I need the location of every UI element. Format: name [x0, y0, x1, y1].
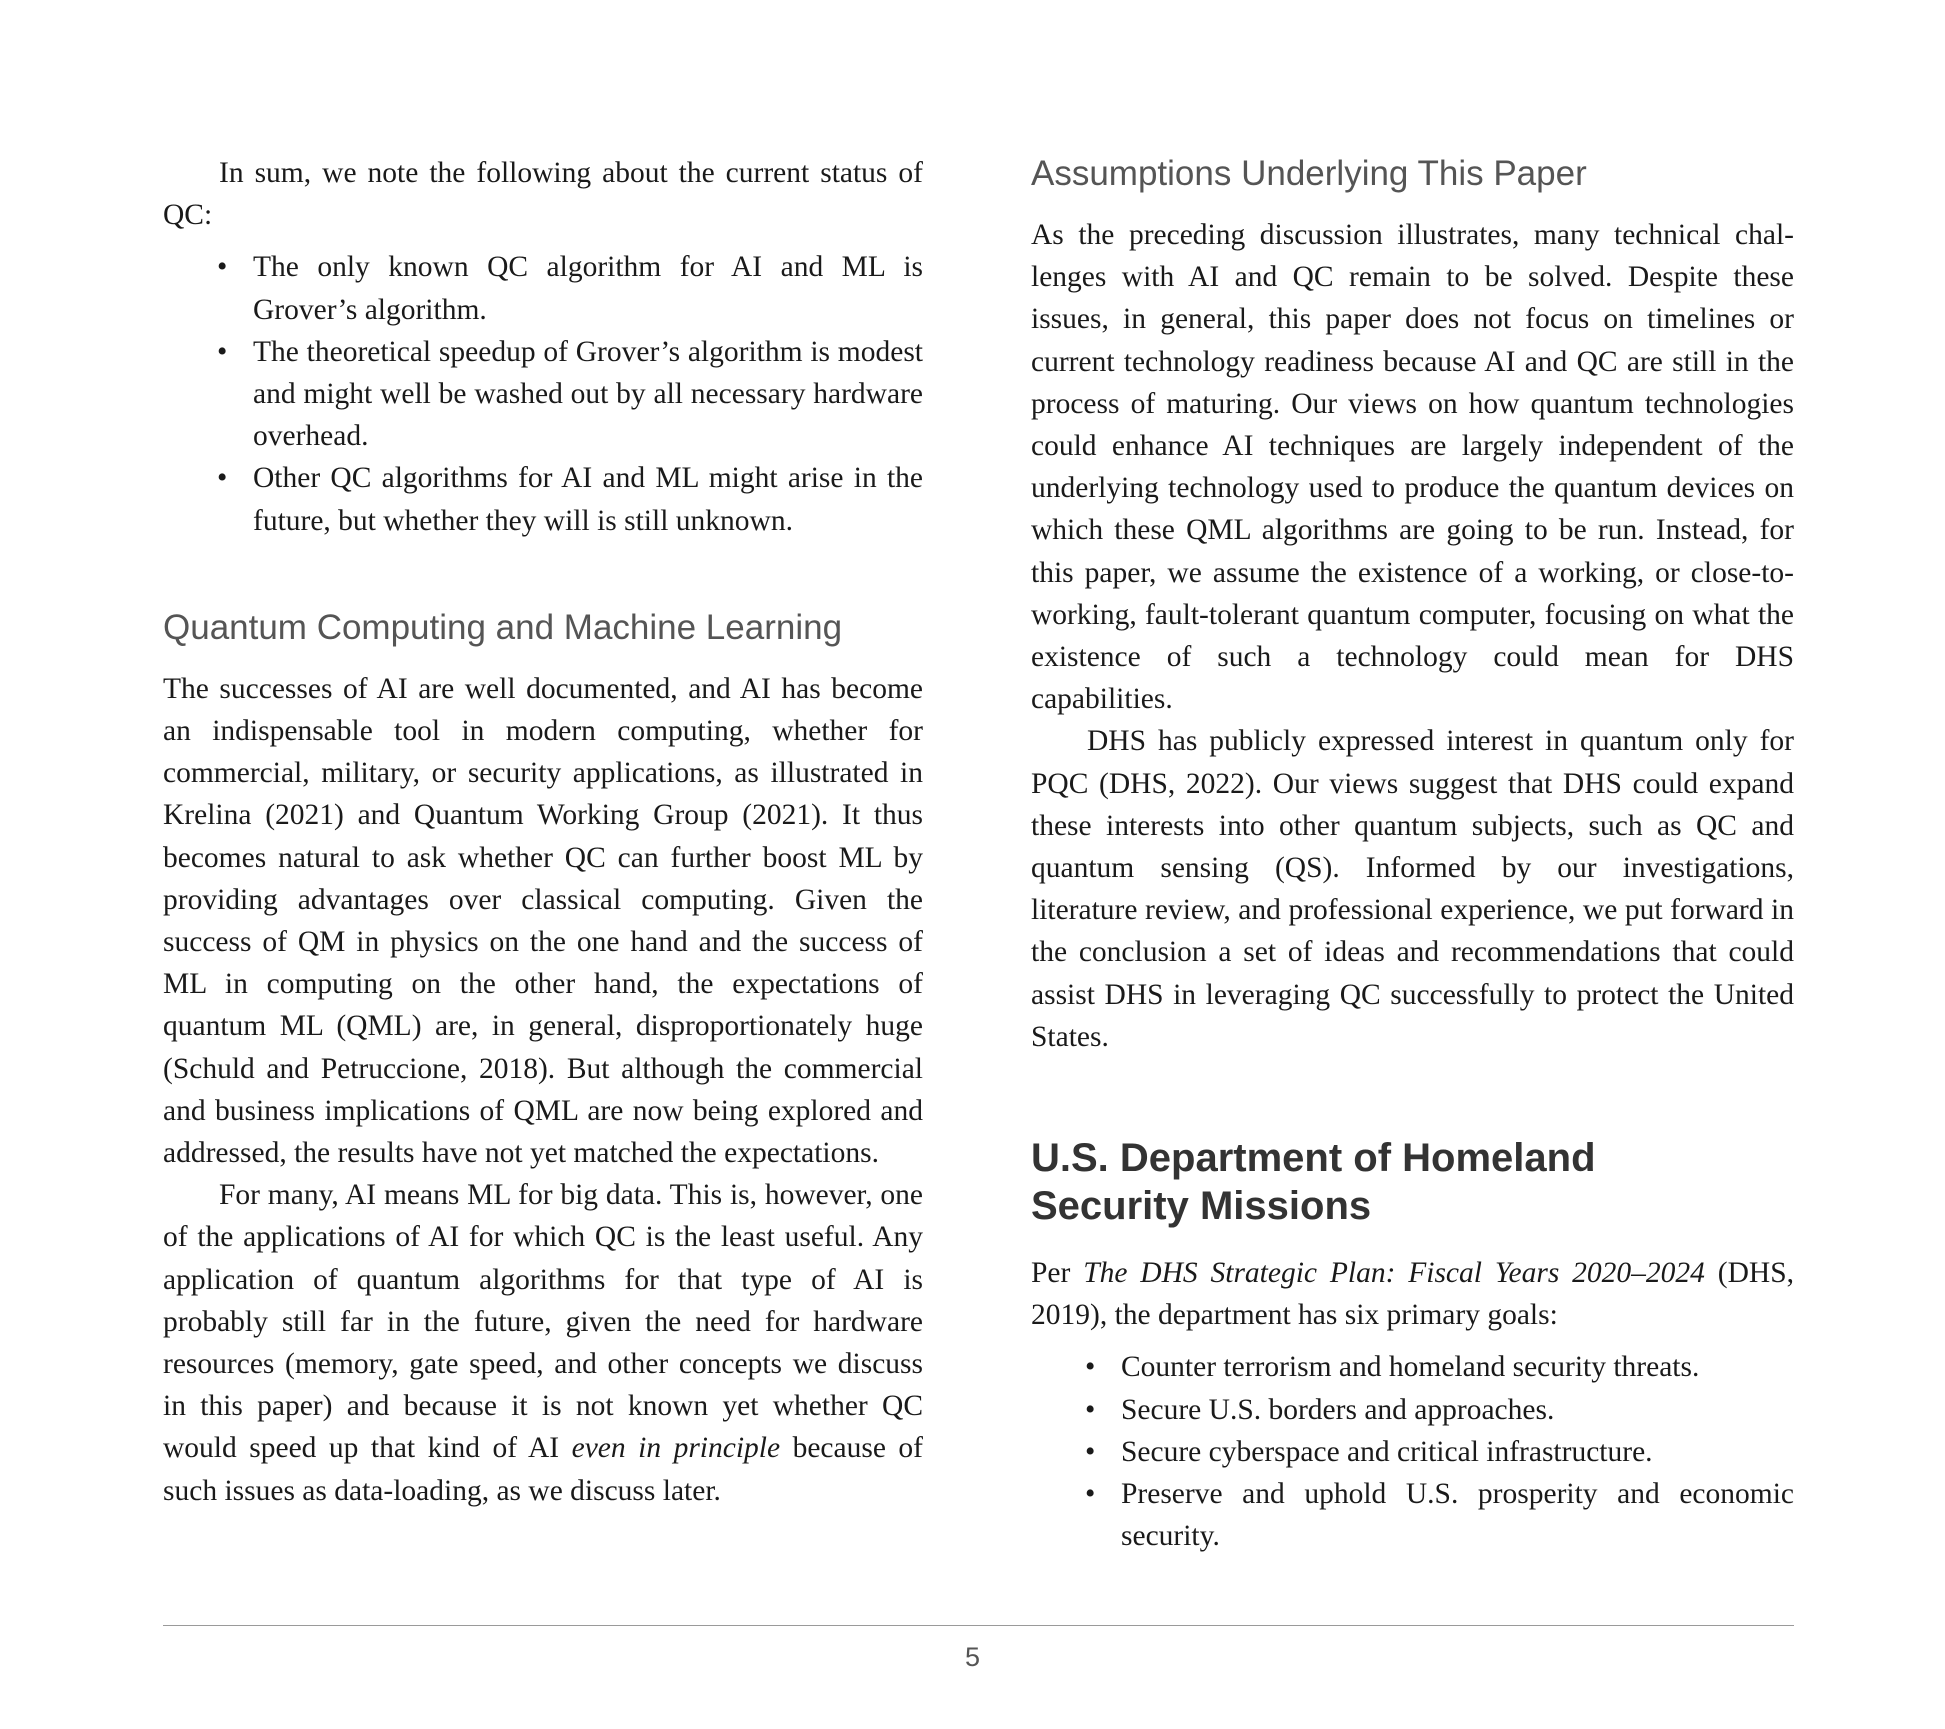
left-column — [163, 152, 923, 1512]
list-item: • Counter terrorism and homeland security threats. — [1031, 1346, 1794, 1388]
heading-line: U.S. Department of Homeland — [1031, 1136, 1596, 1181]
footer-divider — [163, 1625, 1794, 1626]
qc-status-bullet-list — [163, 246, 923, 541]
section-heading-qc-ml: Quantum Computing and Machine Learning — [163, 607, 843, 647]
text-run: (DHS, 2019), the department has six primary goals: — [1031, 1257, 1795, 1332]
list-item: • The theoretical speedup of Grover’s algorithm is modest and might well be washed out by all necessary hardware overhead. — [163, 331, 923, 458]
text-run: Per — [1031, 1257, 1084, 1290]
text-run: For many, AI means ML for big data. This is, however, one of the applications of AI for which QC is the least useful. Any application of quantum algorithms for that type of AI is probably still far in the future, given the need for hardware resources (memory, gate speed, and other concepts we discuss in this paper) and because it is not known yet whether QC would speed up that kind of AI — [163, 1179, 923, 1465]
heading-line: Security Missions — [1031, 1184, 1372, 1229]
dhs-goals-bullet-list — [1031, 1346, 1794, 1557]
body-paragraph: The successes of AI are well documented, and AI has become an indispensable tool in modern computing, whether for commercial, military, or security applications, as illustrated in Krelina (2021) and Quantum Working Group (2021). It thus becomes natural to ask whether QC can further boost ML by providing advantages over classical computing. Given the success of QM in physics on the one hand and the success of ML in computing on the other hand, the expectations of quantum ML (QML) are, in general, disproportionately huge (Schuld and Petruccione, 2018). But although the commercial and business implications of QML are now being explored and addressed, the results have not yet matched the expectations. — [163, 672, 923, 1170]
body-paragraph — [163, 1174, 923, 1512]
italic-title: The DHS Strategic Plan: Fiscal Years 2020–2024 — [1083, 1257, 1705, 1290]
section-heading-assumptions: Assumptions Underlying This Paper — [1031, 154, 1587, 193]
italic-phrase: even in principle — [571, 1432, 781, 1465]
right-column — [1031, 152, 1794, 1557]
intro-paragraph: In sum, we note the following about the current status of QC: — [163, 157, 923, 232]
text-run: because of such issues as data-loading, as we discuss later. — [163, 1432, 923, 1507]
section-heading-dhs-missions — [1031, 1134, 1794, 1230]
page-number: 5 — [964, 1642, 981, 1672]
list-item: • Secure cyberspace and critical infrastructure. — [1031, 1431, 1794, 1473]
list-item: • The only known QC algorithm for AI and ML is Grover’s algorithm. — [163, 246, 923, 330]
list-item: • Preserve and uphold U.S. prosperity and economic security. — [1031, 1473, 1794, 1557]
list-item: • Secure U.S. borders and approaches. — [1031, 1389, 1794, 1431]
body-paragraph — [1031, 1252, 1794, 1336]
list-item: • Other QC algorithms for AI and ML might arise in the future, but whether they will is still unknown. — [163, 457, 923, 541]
body-paragraph: DHS has publicly expressed interest in quantum only for PQC (DHS, 2022). Our views suggest that DHS could expand these interests into other quantum subjects, such as QC and quantum sensing (QS). Informed by our investigations, literature review, and professional experience, we put forward in the conclusion a set of ideas and recommendations that could assist DHS in leveraging QC successfully to protect the United States. — [1031, 725, 1794, 1053]
body-paragraph: As the preceding discussion illustrates, many technical challenges with AI and QC remain to be solved. Despite these issues, in general, this paper does not focus on timelines or current technology readiness because AI and QC are still in the process of maturing. Our views on how quantum technologies could enhance AI techniques are largely independent of the underlying technology used to produce the quantum devices on which these QML algorithms are going to be run. Instead, for this paper, we assume the existence of a working, or close-to-working, fault-tolerant quantum computer, focusing on what the existence of such a technology could mean for DHS capabilities. — [1031, 219, 1794, 716]
